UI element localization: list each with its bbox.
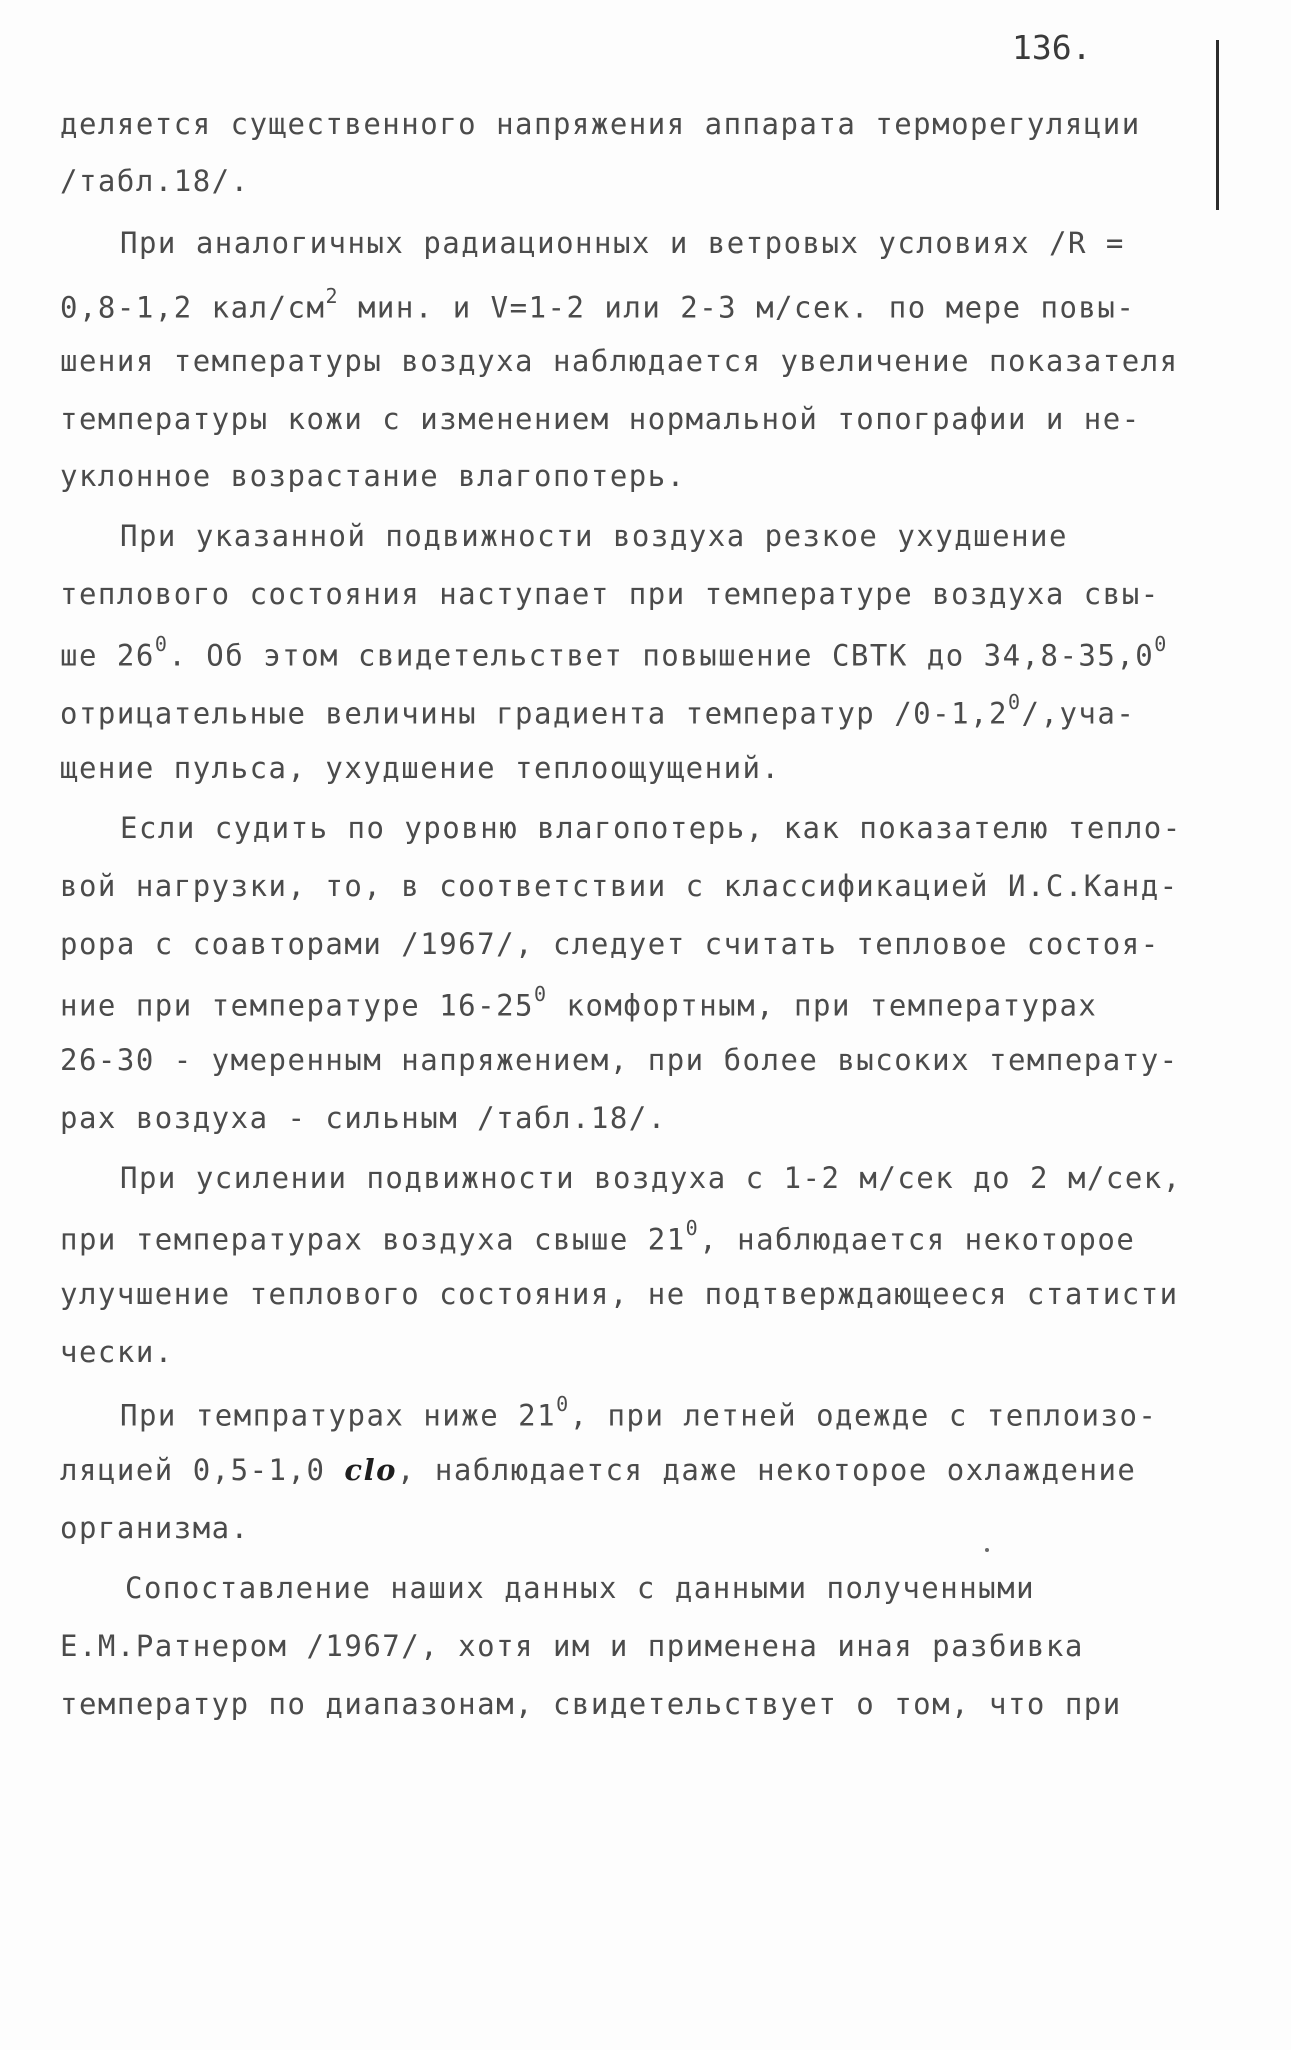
text-line — [60, 869, 1179, 903]
line-text: 26-30 - умеренным напряжением, при более высоких температу- — [60, 1043, 1179, 1077]
text-line — [120, 519, 1068, 553]
text-line — [60, 284, 1136, 325]
line-text-post: , наблюдается некоторое — [699, 1222, 1136, 1257]
line-text-pre: отрицательные величины градиента температур /0-1,2 — [60, 696, 1008, 731]
line-text: Е.М.Ратнером /1967/, хотя им и применена иная разбивка — [60, 1629, 1084, 1663]
superscript: 0 — [685, 1216, 700, 1240]
text-line — [120, 1161, 1182, 1195]
line-text-mid: . Об этом свидетельствет повышение СВТК до 34,8-35,0 — [168, 638, 1155, 673]
text-line — [60, 459, 686, 493]
line-text: Сопоставление наших данных с данными полученными — [125, 1571, 1036, 1605]
line-text-pre: При темпратурах ниже 21 — [120, 1398, 557, 1433]
line-text-pre: 0,8-1,2 кал/см — [60, 290, 326, 325]
line-text: рах воздуха - сильным /табл.18/. — [60, 1101, 667, 1135]
text-line — [60, 402, 1141, 436]
line-text-pre: ляцией 0,5-1,0 — [60, 1453, 345, 1487]
line-text: деляется существенного напряжения аппарата терморегуляции — [60, 107, 1141, 141]
line-text-post: , наблюдается даже некоторое охлаждение — [396, 1453, 1137, 1487]
text-line — [60, 690, 1136, 731]
line-text: улучшение теплового состояния, не подтверждающееся статисти — [60, 1277, 1179, 1311]
superscript: 0 — [1007, 690, 1022, 714]
superscript: 2 — [325, 284, 339, 308]
text-line — [60, 1629, 1084, 1663]
line-text: щение пульса, ухудшение теплоощущений. — [60, 751, 781, 785]
text-line — [60, 1511, 250, 1545]
margin-rule — [1216, 40, 1219, 210]
superscript: 0 — [556, 1392, 570, 1416]
line-text: /табл.18/. — [60, 164, 250, 198]
text-line — [120, 226, 1125, 260]
superscript: 0 — [1154, 632, 1168, 656]
text-line — [120, 811, 1182, 845]
text-line — [60, 107, 1141, 141]
text-line — [60, 751, 781, 785]
line-text-post: /,уча- — [1021, 696, 1136, 731]
text-line — [60, 577, 1160, 611]
text-line — [60, 1335, 174, 1369]
text-line — [60, 632, 1168, 673]
line-text: температур по диапазонам, свидетельствует о том, что при — [60, 1687, 1122, 1721]
line-text-post: мин. и V=1-2 или 2-3 м/сек. по мере повы- — [338, 290, 1136, 325]
line-text: вой нагрузки, то, в соответствии с классификацией И.С.Канд- — [60, 869, 1179, 903]
text-line — [125, 1571, 1036, 1605]
superscript: 0 — [534, 982, 548, 1006]
text-line — [60, 164, 250, 198]
text-line — [60, 1043, 1179, 1077]
line-text: При аналогичных радиационных и ветровых условиях /R = — [120, 226, 1125, 260]
line-text: Если судить по уровню влагопотерь, как показателю тепло- — [120, 811, 1182, 845]
text-line — [60, 1687, 1122, 1721]
line-text-post: комфортным, при температурах — [547, 988, 1098, 1023]
text-line — [60, 1101, 667, 1135]
line-text: рора с соавторами /1967/, следует считать тепловое состоя- — [60, 927, 1160, 961]
text-line — [120, 1392, 1158, 1433]
line-text-pre: при температурах воздуха свыше 21 — [60, 1222, 686, 1257]
text-line — [60, 982, 1098, 1023]
line-text: чески. — [60, 1335, 174, 1369]
ink-speck — [985, 1548, 989, 1552]
line-text: температуры кожи с изменением нормальной топографии и не- — [60, 402, 1141, 436]
text-line — [60, 344, 1179, 378]
line-text: шения температуры воздуха наблюдается увеличение показателя — [60, 344, 1179, 378]
text-line — [60, 1453, 1137, 1487]
line-text: При усилении подвижности воздуха с 1-2 м/сек до 2 м/сек, — [120, 1161, 1182, 1195]
superscript: 0 — [154, 632, 169, 656]
line-text: При указанной подвижности воздуха резкое ухудшение — [120, 519, 1068, 553]
line-text-pre: ние при температуре 16-25 — [60, 988, 534, 1023]
page-number: 136. — [1012, 28, 1092, 67]
text-line — [60, 1277, 1179, 1311]
line-text: организма. — [60, 1511, 250, 1545]
handwritten-unit: clo — [344, 1453, 397, 1487]
line-text: уклонное возрастание влагопотерь. — [60, 459, 686, 493]
text-line — [60, 927, 1160, 961]
line-text-post: , при летней одежде с теплоизо- — [569, 1398, 1158, 1433]
line-text-pre: ше 26 — [60, 638, 155, 673]
text-line — [60, 1216, 1136, 1257]
line-text: теплового состояния наступает при температуре воздуха свы- — [60, 577, 1160, 611]
